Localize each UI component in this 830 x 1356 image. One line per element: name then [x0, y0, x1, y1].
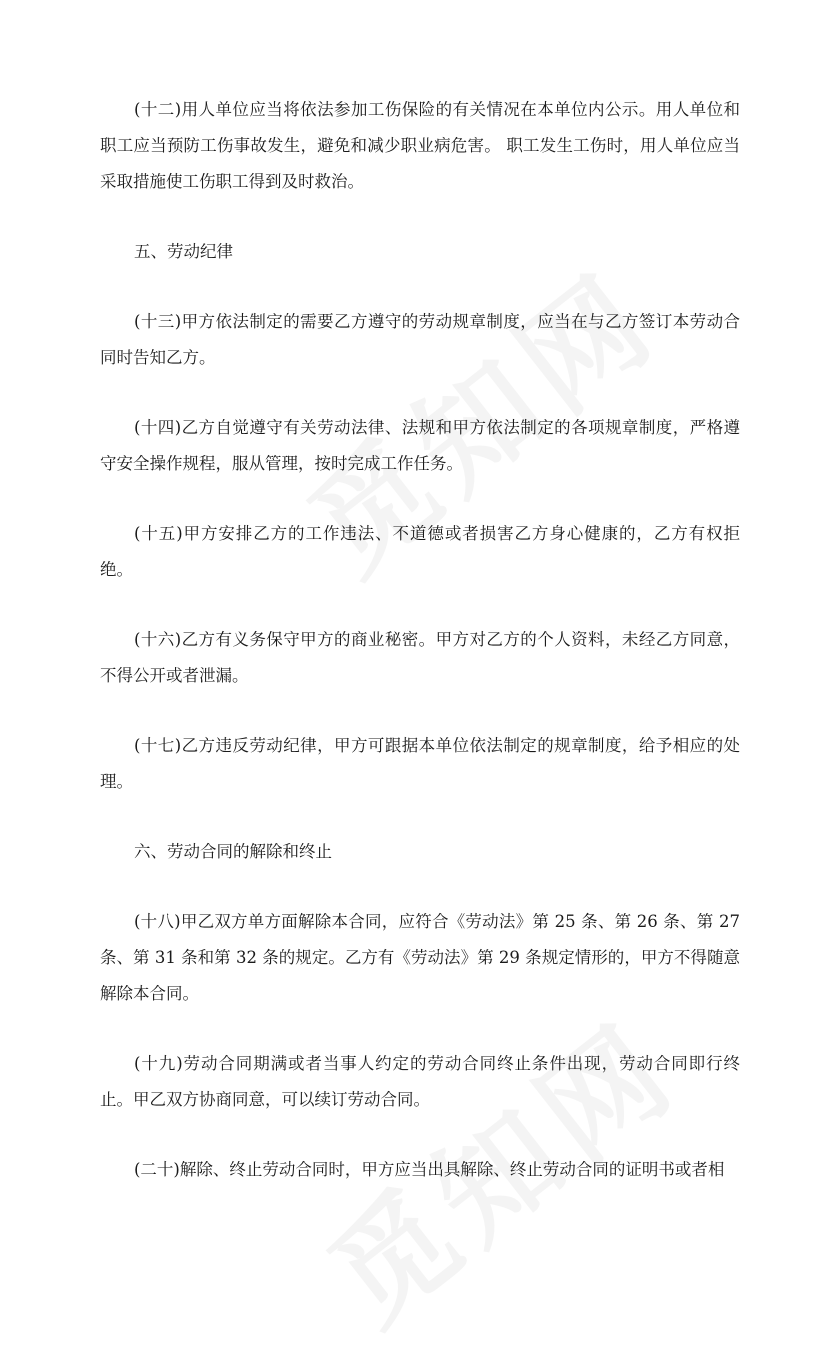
paragraph-15: (十五)甲方安排乙方的工作违法、不道德或者损害乙方身心健康的，乙方有权拒绝。 — [100, 524, 740, 579]
paragraph-18: (十八)甲乙双方单方面解除本合同，应符合《劳动法》第 25 条、第 26 条、第 27 条、第 31 条和第 32 条的规定。乙方有《劳动法》第 29 条规定情形的，甲方不得随意解除本合同。 — [100, 912, 740, 1003]
paragraph-14: (十四)乙方自觉遵守有关劳动法律、法规和甲方依法制定的各项规章制度，严格遵守安全操作规程，服从管理，按时完成工作任务。 — [100, 418, 740, 473]
section-heading-labor-discipline: 五、劳动纪律 — [134, 242, 233, 261]
paragraph-16: (十六)乙方有义务保守甲方的商业秘密。甲方对乙方的个人资料，未经乙方同意，不得公开或者泄漏。 — [100, 630, 740, 685]
section-heading-termination: 六、劳动合同的解除和终止 — [134, 842, 332, 861]
paragraph-12: (十二)用人单位应当将依法参加工伤保险的有关情况在本单位内公示。用人单位和职工应当预防工伤事故发生，避免和减少职业病危害。 职工发生工伤时，用人单位应当采取措施使工伤职工得到及时救治。 — [100, 100, 740, 191]
paragraph-13: (十三)甲方依法制定的需要乙方遵守的劳动规章制度，应当在与乙方签订本劳动合同时告知乙方。 — [100, 312, 740, 367]
paragraph-19: (十九)劳动合同期满或者当事人约定的劳动合同终止条件出现，劳动合同即行终止。甲乙双方协商同意，可以续订劳动合同。 — [100, 1054, 740, 1109]
paragraph-17: (十七)乙方违反劳动纪律，甲方可跟据本单位依法制定的规章制度，给予相应的处理。 — [100, 736, 740, 791]
document-body — [100, 92, 740, 1188]
paragraph-20: (二十)解除、终止劳动合同时，甲方应当出具解除、终止劳动合同的证明书或者相 — [134, 1160, 725, 1179]
